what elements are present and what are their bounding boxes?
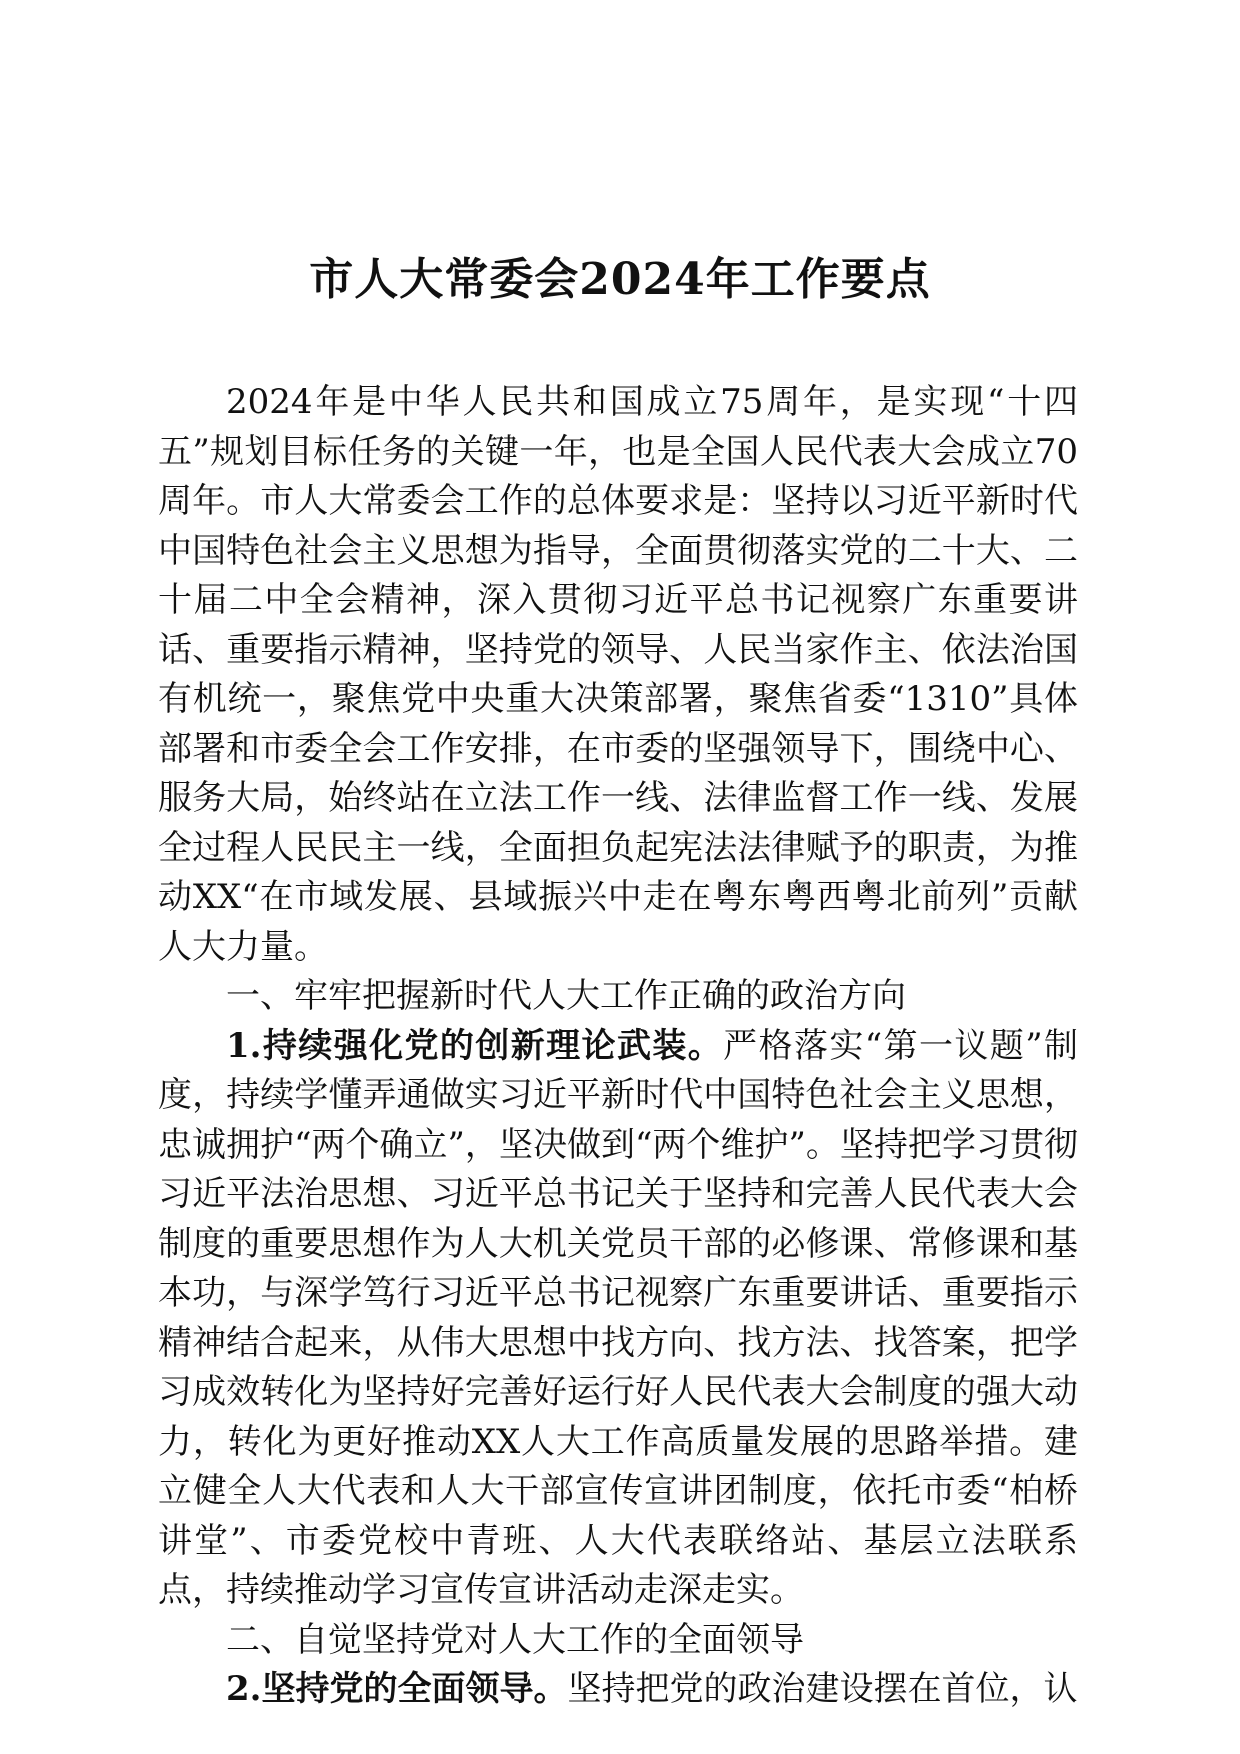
item-lead-1: 1.持续强化党的创新理论武装。	[226, 1025, 724, 1066]
section-heading-2: 二、自觉坚持党对人大工作的全面领导	[226, 1619, 804, 1660]
item-paragraph-1	[158, 1022, 1078, 1616]
section-heading-1: 一、牢牢把握新时代人大工作正确的政治方向	[226, 976, 906, 1016]
item-text-2: 坚持把党的政治建设摆在首位，认	[567, 1669, 1078, 1709]
item-lead-2: 2.坚持党的全面领导。	[226, 1669, 568, 1709]
document-title: 市人大常委会2024年工作要点	[309, 254, 931, 305]
intro-paragraph: 2024年是中华人民共和国成立75周年，是实现“十四五”规划目标任务的关键一年，也是全国人民代表大会成立70周年。市人大常委会工作的总体要求是：坚持以习近平新时代中国特色社会主义思想为指导，全面贯彻落实党的二十大、二十届二中全会精神，深入贯彻习近平总书记视察广东重要讲话、重要指示精神，坚持党的领导、人民当家作主、依法治国有机统一，聚焦党中央重大决策部署，聚焦省委“1310”具体部署和市委全会工作安排，在市委的坚强领导下，围绕中心、服务大局，始终站在立法工作一线、法律监督工作一线、发展全过程人民民主一线，全面担负起宪法法律赋予的职责，为推动XX“在市域发展、县域振兴中走在粤东粤西粤北前列”贡献人大力量。	[158, 382, 1078, 967]
item-text-1: 严格落实“第一议题”制度，持续学懂弄通做实习近平新时代中国特色社会主义思想，忠诚拥护“两个确立”，坚决做到“两个维护”。坚持把学习贯彻习近平法治思想、习近平总书记关于坚持和完善人民代表大会制度的重要思想作为人大机关党员干部的必修课、常修课和基本功，与深学笃行习近平总书记视察广东重要讲话、重要指示精神结合起来，从伟大思想中找方向、找方法、找答案，把学习成效转化为坚持好完善好运行好人民代表大会制度的强大动力，转化为更好推动XX人大工作高质量发展的思路举措。建立健全人大代表和人大干部宣传宣讲团制度，依托市委“柏桥讲堂”、市委党校中青班、人大代表联络站、基层立法联系点，持续推动学习宣传宣讲活动走深走实。	[158, 1025, 1078, 1610]
item-paragraph-2	[158, 1665, 1078, 1715]
document-body	[158, 378, 1078, 1715]
